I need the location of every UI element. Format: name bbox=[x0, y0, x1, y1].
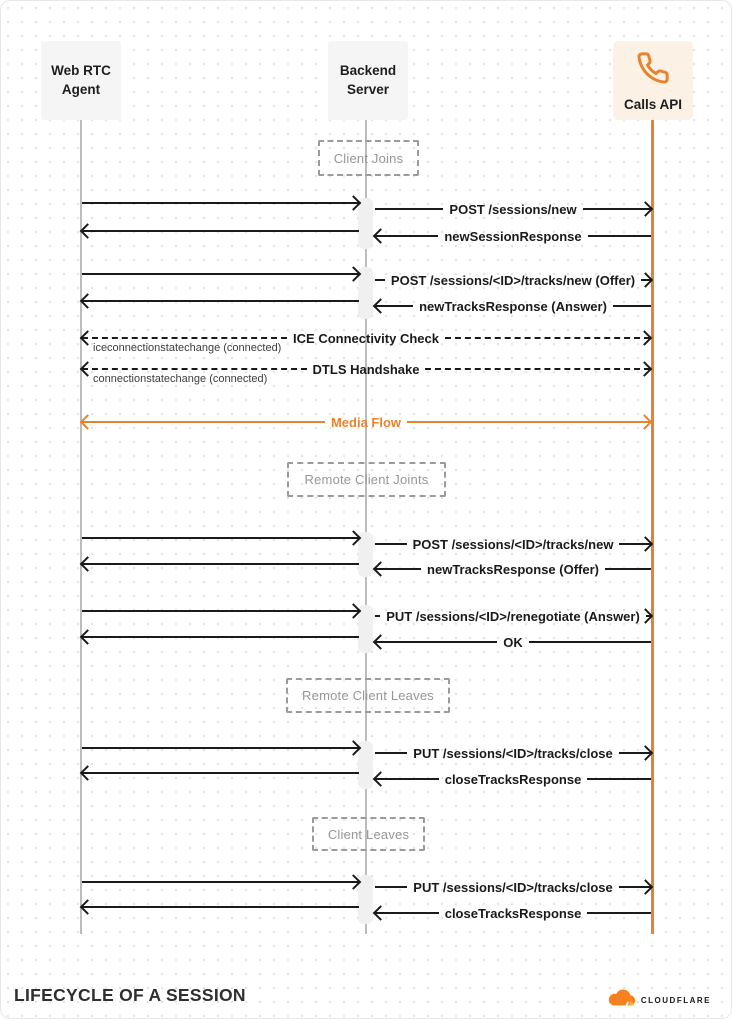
arrow-agent-to-backend bbox=[82, 264, 359, 284]
arrow-agent-to-backend bbox=[82, 872, 359, 892]
arrow-shaft bbox=[82, 563, 359, 565]
message-label: newTracksResponse (Offer) bbox=[427, 561, 599, 577]
message-label: DTLS Handshake bbox=[312, 361, 420, 377]
phase-label: Client Leaves bbox=[327, 826, 410, 842]
arrow-shaft bbox=[82, 636, 359, 638]
arrow-shaft bbox=[82, 906, 359, 908]
arrowhead-left-icon bbox=[373, 298, 389, 314]
message-label: closeTracksResponse bbox=[444, 905, 582, 921]
cloudflare-wordmark: CLOUDFLARE bbox=[640, 995, 711, 1005]
arrow-agent-to-backend bbox=[82, 193, 359, 213]
message-label: PUT /sessions/<ID>/renegotiate (Answer) bbox=[386, 608, 640, 624]
phase-client-joins bbox=[318, 140, 419, 176]
arrow-agent-to-backend bbox=[82, 738, 359, 758]
activation-bar bbox=[358, 605, 373, 653]
arrow-shaft bbox=[82, 202, 359, 204]
arrow-agent-to-backend bbox=[82, 528, 359, 548]
arrowhead-left-icon bbox=[373, 561, 389, 577]
arrow-shaft bbox=[82, 772, 359, 774]
arrowhead-left-icon bbox=[80, 629, 96, 645]
arrowhead-right-icon bbox=[346, 603, 362, 619]
arrow-backend-to-agent bbox=[82, 897, 359, 917]
message-label: newSessionResponse bbox=[444, 228, 582, 244]
arrow-backend-to-callsapi bbox=[375, 877, 651, 897]
arrow-callsapi-to-backend bbox=[375, 559, 651, 579]
arrow-shaft bbox=[82, 230, 359, 232]
arrow-callsapi-to-backend bbox=[375, 632, 651, 652]
actor-calls-api bbox=[613, 41, 693, 120]
arrowhead-left-icon bbox=[80, 414, 96, 430]
arrow-backend-to-agent bbox=[82, 763, 359, 783]
arrow-callsapi-to-backend bbox=[375, 903, 651, 923]
arrowhead-right-icon bbox=[637, 414, 653, 430]
message-label: Media Flow bbox=[330, 414, 402, 430]
arrowhead-left-icon bbox=[373, 771, 389, 787]
arrowhead-left-icon bbox=[373, 634, 389, 650]
phase-label: Remote Client Joints bbox=[304, 472, 429, 487]
arrow-backend-to-agent bbox=[82, 221, 359, 241]
arrow-shaft bbox=[82, 537, 359, 539]
arrow-shaft bbox=[82, 273, 359, 275]
phase-client-leaves bbox=[312, 817, 425, 851]
arrow-media-flow bbox=[82, 412, 650, 432]
arrowhead-right-icon bbox=[637, 330, 653, 346]
phase-remote-client-joints bbox=[287, 462, 446, 497]
arrowhead-left-icon bbox=[80, 765, 96, 781]
arrowhead-right-icon bbox=[346, 266, 362, 282]
arrowhead-left-icon bbox=[80, 899, 96, 915]
arrow-shaft bbox=[82, 881, 359, 883]
activation-bar bbox=[358, 198, 373, 249]
message-label: PUT /sessions/<ID>/tracks/close bbox=[413, 745, 613, 761]
arrow-backend-to-callsapi bbox=[375, 270, 651, 290]
arrowhead-left-icon bbox=[373, 905, 389, 921]
arrow-shaft bbox=[82, 421, 325, 423]
actor-label-line: Server bbox=[346, 81, 390, 97]
arrow-agent-to-backend bbox=[82, 601, 359, 621]
arrow-backend-to-callsapi bbox=[375, 743, 651, 763]
actor-label-line: Web RTC bbox=[51, 63, 111, 79]
message-label: OK bbox=[503, 634, 523, 650]
arrow-shaft bbox=[82, 337, 287, 339]
arrow-shaft bbox=[529, 641, 651, 643]
arrow-shaft bbox=[375, 641, 497, 643]
arrow-backend-to-callsapi bbox=[375, 199, 651, 219]
arrow-shaft bbox=[375, 752, 407, 754]
arrowhead-left-icon bbox=[80, 556, 96, 572]
message-label: ICE Connectivity Check bbox=[293, 330, 439, 346]
message-label: newTracksResponse (Answer) bbox=[419, 298, 607, 314]
arrow-shaft bbox=[588, 235, 651, 237]
arrow-backend-to-callsapi bbox=[375, 534, 651, 554]
arrowhead-right-icon bbox=[637, 361, 653, 377]
arrow-shaft bbox=[375, 886, 407, 888]
arrow-callsapi-to-backend bbox=[375, 296, 651, 316]
arrow-backend-to-callsapi bbox=[375, 606, 651, 626]
arrowhead-right-icon bbox=[638, 536, 654, 552]
arrow-shaft bbox=[82, 747, 359, 749]
arrowhead-right-icon bbox=[346, 874, 362, 890]
arrow-shaft bbox=[445, 337, 650, 339]
arrow-shaft bbox=[82, 610, 359, 612]
arrow-shaft bbox=[605, 568, 651, 570]
arrowhead-right-icon bbox=[346, 195, 362, 211]
arrow-shaft bbox=[375, 543, 407, 545]
message-label: closeTracksResponse bbox=[444, 771, 582, 787]
arrow-shaft bbox=[587, 912, 651, 914]
arrow-backend-to-agent bbox=[82, 554, 359, 574]
actor-label: Calls API bbox=[623, 97, 683, 113]
calls-api-lifeline bbox=[651, 120, 654, 934]
message-label: POST /sessions/<ID>/tracks/new bbox=[412, 536, 614, 552]
ice-state-note: iceconnectionstatechange (connected) bbox=[93, 342, 282, 354]
arrowhead-left-icon bbox=[373, 228, 389, 244]
agent-lifeline bbox=[80, 120, 82, 934]
actor-label-line: Backend bbox=[339, 63, 397, 79]
arrowhead-right-icon bbox=[638, 201, 654, 217]
arrow-backend-to-agent bbox=[82, 291, 359, 311]
arrow-callsapi-to-backend bbox=[375, 769, 651, 789]
cloudflare-cloud-icon bbox=[608, 989, 638, 1011]
arrow-shaft bbox=[375, 279, 385, 281]
arrow-shaft bbox=[407, 421, 650, 423]
diagram-title: LIFECYCLE OF A SESSION bbox=[14, 985, 246, 1005]
phase-remote-client-leaves bbox=[286, 678, 450, 713]
arrowhead-right-icon bbox=[638, 879, 654, 895]
arrow-shaft bbox=[613, 305, 651, 307]
arrowhead-right-icon bbox=[346, 740, 362, 756]
arrow-shaft bbox=[425, 368, 650, 370]
arrowhead-left-icon bbox=[80, 223, 96, 239]
arrow-shaft bbox=[82, 300, 359, 302]
arrow-shaft bbox=[587, 778, 651, 780]
actor-backend-server bbox=[328, 41, 408, 120]
message-label: PUT /sessions/<ID>/tracks/close bbox=[413, 879, 613, 895]
message-label: POST /sessions/new bbox=[449, 201, 577, 217]
phase-label: Client Joins bbox=[333, 150, 404, 166]
message-label: POST /sessions/<ID>/tracks/new (Offer) bbox=[390, 272, 636, 288]
phase-label: Remote Client Leaves bbox=[302, 688, 434, 703]
arrow-backend-to-agent bbox=[82, 627, 359, 647]
arrow-callsapi-to-backend bbox=[375, 226, 651, 246]
arrow-shaft bbox=[375, 208, 443, 210]
arrowhead-left-icon bbox=[80, 293, 96, 309]
actor-web-rtc-agent bbox=[41, 41, 121, 120]
arrowhead-right-icon bbox=[638, 745, 654, 761]
connection-state-note: connectionstatechange (connected) bbox=[93, 373, 268, 385]
arrowhead-right-icon bbox=[346, 530, 362, 546]
cloudflare-logo bbox=[608, 989, 711, 1011]
phone-icon bbox=[636, 51, 670, 90]
arrow-shaft bbox=[82, 368, 307, 370]
actor-label-line: Agent bbox=[61, 81, 101, 97]
